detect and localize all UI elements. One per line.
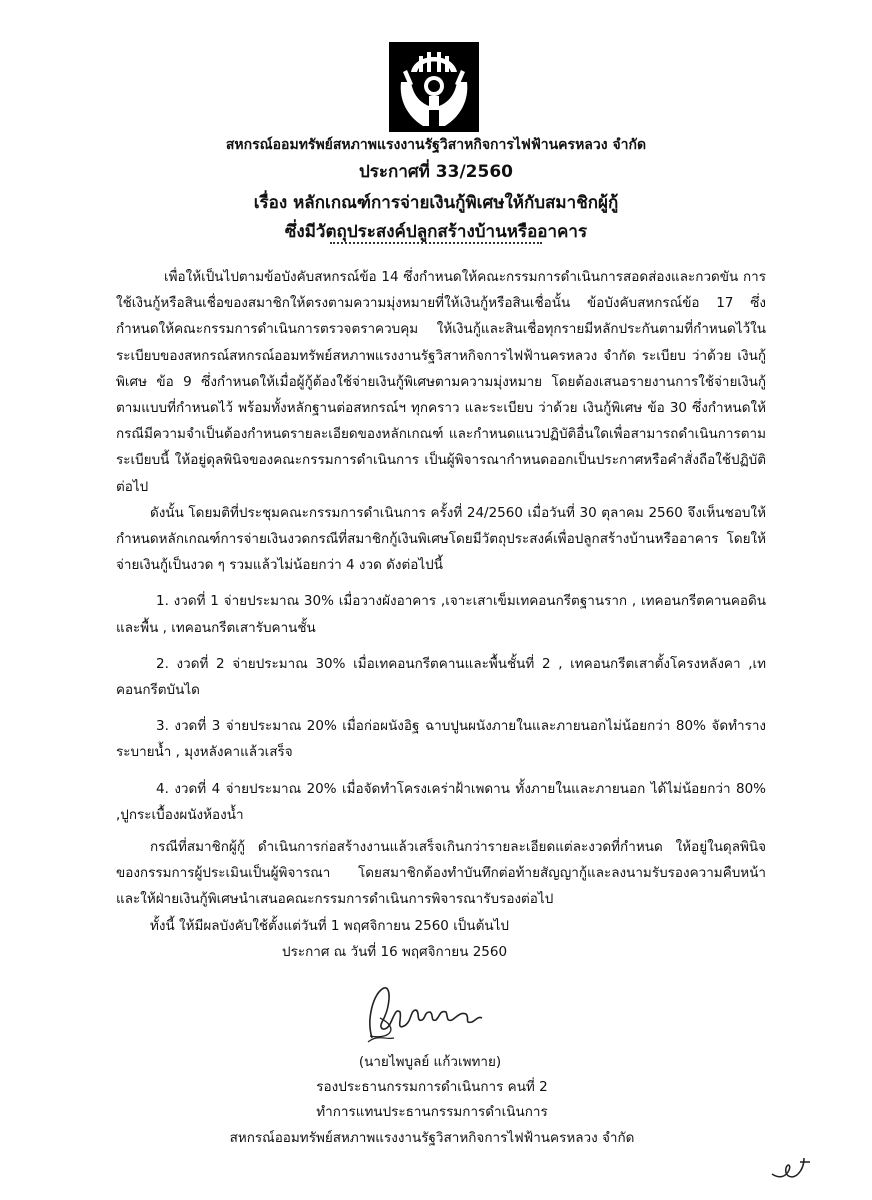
list-item-1: 1. งวดที่ 1 จ่ายประมาณ 30% เมื่อวางผังอาคาร ,เจาะเสาเข็มเทคอนกรีตฐานราก , เทคอนกรีตคานคอดินและพื้น , เทคอนกรีตเสารับคานชั้น [116, 593, 766, 636]
initial-mark [768, 1148, 818, 1184]
paragraph-1: เพื่อให้เป็นไปตามข้อบังคับสหกรณ์ข้อ 14 ซึ่งกำหนดให้คณะกรรมการดำเนินการสอดส่องและกวดขัน การใช้เงินกู้หรือสินเชื่อของสมาชิกให้ตรงตามความมุ่งหมายที่ให้เงินกู้หรือสินเชื่อนั้น ข้อบังคับสหกรณ์ข้อ 17 ซึ่งกำหนดให้คณะกรรมการดำเนินการตรวจตราควบคุม ให้เงินกู้และสินเชื่อทุกรายมีหลักประกันตามที่กำหนดไว้ในระเบียบของสหกรณ์สหกรณ์ออมทรัพย์สหภาพแรงงานรัฐวิสาหกิจการไฟฟ้านครหลวง จำกัด ระเบียบ ว่าด้วย เงินกู้พิเศษ ข้อ 9 ซึ่งกำหนดให้เมื่อผู้กู้ต้องใช้จ่ายเงินกู้พิเศษตามความมุ่งหมาย โดยต้องเสนอรายงานการใช้จ่ายเงินกู้ตามแบบที่กำหนดไว้ พร้อมทั้งหลักฐานต่อสหกรณ์ฯ ทุกคราว และระเบียบ ว่าด้วย เงินกู้พิเศษ ข้อ 30 ซึ่งกำหนดให้กรณีมีความจำเป็นต้องกำหนดรายละเอียดของหลักเกณฑ์ และกำหนดแนวปฏิบัติอื่นใดเพื่อสามารถดำเนินการตามระเบียบนี้ ให้อยู่ดุลพินิจของคณะกรรมการดำเนินการ เป็นผู้พิจารณากำหนดออกเป็นประกาศหรือคำสั่งถือใช้ปฏิบัติต่อไป [116, 269, 766, 495]
signer-position-1: รองประธานกรรมการดำเนินการ คนที่ 2 [316, 1079, 548, 1095]
list-item-3: 3. งวดที่ 3 จ่ายประมาณ 20% เมื่อก่อผนังอิฐ ฉาบปูนผนังภายในและภายนอกไม่น้อยกว่า 80% จัดทำรางระบายน้ำ , มุงหลังคาแล้วเสร็จ [116, 718, 766, 761]
announcement-number: ประกาศที่ 33/2560 [359, 162, 513, 182]
list-item-2: 2. งวดที่ 2 จ่ายประมาณ 30% เมื่อเทคอนกรีตคานและพื้นชั้นที่ 2 , เทคอนกรีตเสาตั้งโครงหลังคา ,เทคอนกรีตบันได [116, 655, 766, 699]
paragraph-4: ทั้งนี้ ให้มีผลบังคับใช้ตั้งแต่วันที่ 1 พฤศจิกายน 2560 เป็นต้นไป [150, 917, 509, 934]
announcement-body [116, 264, 766, 939]
subject-line-1: เรื่อง หลักเกณฑ์การจ่ายเงินกู้พิเศษให้กับสมาชิกผู้กู้ [253, 193, 619, 213]
organization-title: สหกรณ์ออมทรัพย์สหภาพแรงงานรัฐวิสาหกิจการไฟฟ้านครหลวง จำกัด [225, 137, 647, 153]
signer-name: (นายไพบูลย์ แก้วเพทาย) [358, 1054, 502, 1070]
signer-organization: สหกรณ์ออมทรัพย์สหภาพแรงงานรัฐวิสาหกิจการไฟฟ้านครหลวง จำกัด [229, 1130, 635, 1146]
handwritten-signature [360, 978, 490, 1048]
announcement-date: ประกาศ ณ วันที่ 16 พฤศจิกายน 2560 [282, 944, 508, 960]
subject-line-2: ซึ่งมีวัตถุประสงค์ปลูกสร้างบ้านหรืออาคาร [284, 222, 588, 242]
list-item-4: 4. งวดที่ 4 จ่ายประมาณ 20% เมื่อจัดทำโครงเคร่าฝ้าเพดาน ทั้งภายในและภายนอก ได้ไม่น้อยกว่า 80% ,ปูกระเบื้องผนังห้องน้ำ [116, 780, 766, 823]
paragraph-3: กรณีที่สมาชิกผู้กู้ ดำเนินการก่อสร้างงานแล้วเสร็จเกินกว่ารายละเอียดแต่ละงวดที่กำหนด ให้อยู่ในดุลพินิจของกรรมการผู้ประเมินเป็นผู้พิจารณา โดยสมาชิกต้องทำบันทึกต่อท้ายสัญญากู้และลงนามรับรองความคืบหน้า และให้ฝ่ายเงินกู้พิเศษนำเสนอคณะกรรมการดำเนินการพิจารณารับรองต่อไป [116, 839, 766, 908]
paragraph-2: ดังนั้น โดยมติที่ประชุมคณะกรรมการดำเนินการ ครั้งที่ 24/2560 เมื่อวันที่ 30 ตุลาคม 2560 จึงเห็นชอบให้กำหนดหลักเกณฑ์การจ่ายเงินงวดกรณีที่สมาชิกกู้เงินพิเศษโดยมีวัตถุประสงค์เพื่อปลูกสร้างบ้านหรืออาคาร โดยให้จ่ายเงินกู้เป็นงวด ๆ รวมแล้วไม่น้อยกว่า 4 งวด ดังต่อไปนี้ [116, 504, 766, 574]
signer-position-2: ทำการแทนประธานกรรมการดำเนินการ [316, 1104, 548, 1120]
dotted-divider [330, 242, 542, 244]
cooperative-logo [389, 42, 479, 132]
